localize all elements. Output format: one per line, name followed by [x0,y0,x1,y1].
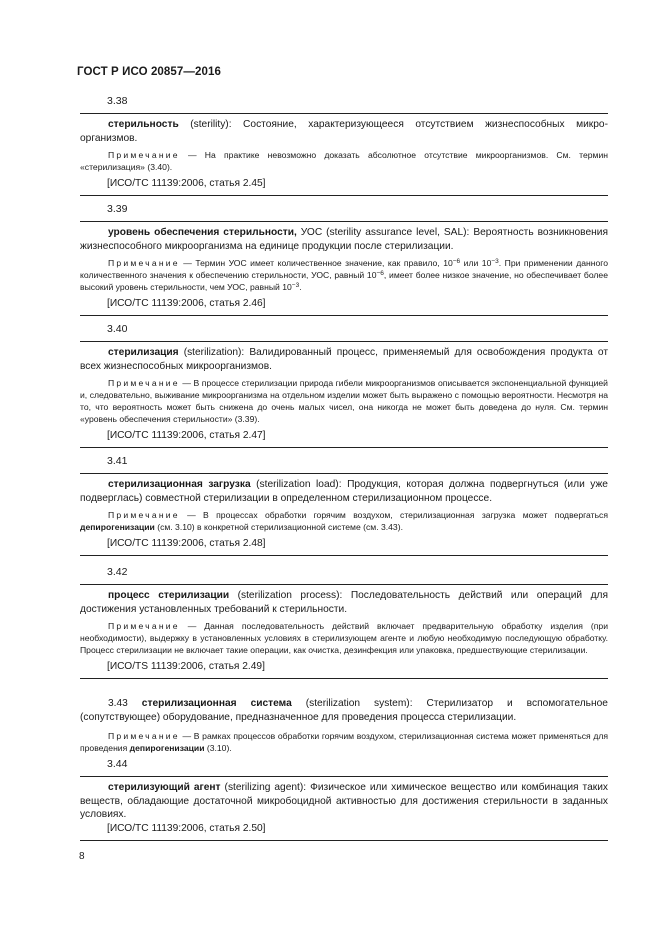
note-text: — В процессах обработки горячим воздухом, стерилизационная загрузка может подвергаться [187,510,608,520]
term-english: (sterilization system): [305,698,413,709]
term-definition: Физическое или химическое вещество или комбинация таких веществ, обладающие достаточной микробоцидной активностью для достижения стерильности в заданных условиях. [80,782,608,820]
term: уровень обеспечения стерильности, [108,227,297,238]
note-text: . [299,282,302,292]
term: процесс стерилизации [108,590,230,601]
term-english: (sterility assurance level, SAL): [326,227,470,238]
exponent: −6 [376,270,384,277]
document-header: ГОСТ Р ИСО 20857—2016 [77,66,222,78]
term-entry-3-44 [80,776,608,841]
term-abbreviation: УОС [300,227,323,238]
note-label: Примечание [108,150,180,160]
note-text: — В процессе стерилизации природа гибели микроорганизмов описывается экспоненциальной функцией и, следовательно, выживание микроорганизма на отдельном изделии может быть выражено с помощью вероятности. Несмотря на то, что вероятность может быть снижена до очень малых чисел, она никогда не может быть доведена до нуля. См. термин «уровень обеспечения стерильности» (3.39). [80,378,608,424]
source-reference: [ИСО/ТС 11139:2006, статья 2.50] [107,822,266,834]
term-entry-3-38 [80,113,608,196]
note-term-reference: депирогенизации [80,522,155,532]
note-text: , имеет более низкое значение, но обеспечивает более высокий уровень стерильности, чем УОС, равный 10 [80,270,608,292]
term-entry-3-43 [80,697,608,754]
term: стерилизационная загрузка [108,479,251,490]
source-reference: [ИСО/ТС 11139:2006, статья 2.48] [107,538,266,549]
term-entry-3-41 [80,473,608,556]
term-definition: Вероятность возникновения жизнеспособного микроорганизма на единице продукции после стерилизации. [80,227,608,252]
source-reference: [ИСО/ТС 11139:2006, статья 2.47] [107,430,266,441]
note-text: — Данная последовательность действий включает предварительную обработку изделия (при необходимости), выдержку в установленных условиях в стерилизующем агенте и любую необходимую последующую обработку. Процесс стерилизации не включает такие операции, как очистка, дезинфекция или упаковка, предшествующие стерилизации. [80,621,608,655]
entry-number: 3.39 [107,203,128,215]
entry-number: 3.42 [107,566,128,578]
term-entry-3-42 [80,584,608,679]
term-english: (sterilizing agent): [224,782,307,793]
note-text: или 10 [460,258,492,268]
term-definition: Продукция, которая должна подвергнуться (или уже подверглась) совместной стерилизации в определенном стерилизационном процессе. [80,479,608,504]
note-label: Примечание [108,258,180,268]
note-text: (3.10). [206,743,232,753]
term-english: (sterilization process): [237,590,343,601]
source-reference: [ИСО/ТС 11139:2006, статья 2.46] [107,298,266,309]
note-text: — В рамках процессов обработки горячим воздухом, стерилизационная система может применяться для проведения [80,731,609,753]
entry-number: 3.40 [107,323,128,335]
term-definition: Валидированный процесс, применяемый для освобождения продукта от всех жизнеспособных микроорганизмов. [80,347,608,372]
note-text: . При применении данного количественного значения к обеспечению стерильности, УОС, равный 10 [80,258,608,280]
entry-number: 3.41 [107,455,128,467]
note-label: Примечание [108,378,180,388]
term-english: (sterilization): [183,347,245,358]
note-text: — На практике невозможно доказать абсолютное отсутствие микроорганизмов. См. термин «стерилизация» (3.40). [80,150,609,172]
term-definition: Стерилизатор и вспомогательное (сопутствующее) оборудование, предназначенное для проведения процесса стерилизации. [80,698,608,723]
exponent: −3 [291,282,300,289]
term: стерилизация [108,347,179,358]
term: стерильность [108,119,179,130]
note-term-reference: депирогенизации [129,743,205,753]
term: стерилизационная система [141,698,292,709]
note-text: (см. 3.10) в конкретной стерилизационной системе (см. 3.43). [157,522,403,532]
note-label: Примечание [108,510,180,520]
note-label: Примечание [108,731,180,741]
entry-number: 3.44 [107,758,128,770]
exponent: −3 [491,258,499,265]
page-number: 8 [79,851,85,862]
entry-number: 3.38 [107,95,128,107]
term-entry-3-39 [80,221,608,316]
entry-number: 3.43 [108,698,128,709]
term-english: (sterility): [190,119,232,130]
note-label: Примечание [108,621,180,631]
source-reference: [ИСО/ТС 11139:2006, статья 2.45] [107,178,266,189]
exponent: −6 [452,258,461,265]
term-definition: Последовательность действий или операций для достижения установленных требований к стерильности. [80,590,608,615]
note-text: — Термин УОС имеет количественное значение, как правило, 10 [183,258,453,268]
term-definition: Состояние, характеризующееся отсутствием жизнеспособных микроорганизмов. [80,119,608,144]
term-entry-3-40 [80,341,608,448]
term-english: (sterilization load): [256,479,342,490]
source-reference: [ИСО/TS 11139:2006, статья 2.49] [107,661,265,672]
term: стерилизующий агент [108,782,221,793]
